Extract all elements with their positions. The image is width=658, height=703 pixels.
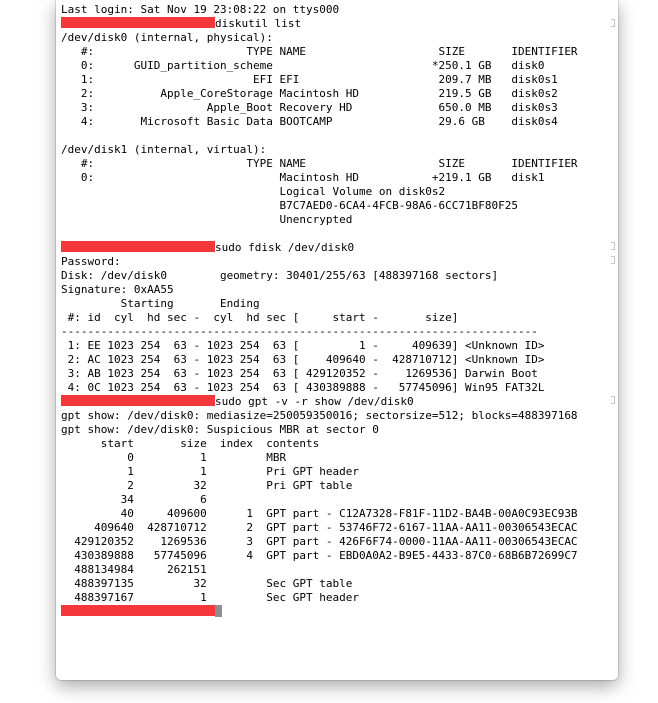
output-text: gpt show: /dev/disk0: mediasize=250059350016; sectorsize=512; blocks=488397168 <box>61 409 578 422</box>
redacted-prompt <box>61 395 215 406</box>
output-text: 2: Apple_CoreStorage Macintosh HD 219.5 GB disk0s2 <box>61 87 558 100</box>
mark-indicator <box>611 19 615 27</box>
text-cursor <box>215 605 222 617</box>
output-text: 2: AC 1023 254 63 - 1023 254 63 [ 409640 - 428710712] <Unknown ID> <box>61 353 545 366</box>
output-text: Logical Volume on disk0s2 <box>61 185 446 198</box>
output-text: 4: 0C 1023 254 63 - 1023 254 63 [ 430389888 - 57745096] Win95 FAT32L <box>61 381 545 394</box>
terminal-window <box>56 0 618 680</box>
prompt-line <box>61 605 613 619</box>
output-line <box>61 521 613 535</box>
output-text: start size index contents <box>61 437 320 450</box>
redacted-prompt <box>61 241 215 252</box>
output-text: Last login: Sat Nov 19 23:08:22 on ttys000 <box>61 3 340 16</box>
output-line <box>61 507 613 521</box>
output-line <box>61 549 613 563</box>
output-line <box>61 227 613 241</box>
output-line <box>61 339 613 353</box>
output-text: 3: Apple_Boot Recovery HD 650.0 MB disk0s3 <box>61 101 558 114</box>
command-text: sudo fdisk /dev/disk0 <box>215 241 355 254</box>
output-text: 488397167 1 Sec GPT header <box>61 591 360 604</box>
output-line <box>61 157 613 171</box>
redacted-prompt <box>61 17 215 28</box>
output-line <box>61 311 613 325</box>
output-line <box>61 325 613 339</box>
output-line <box>61 409 613 423</box>
output-text: /dev/disk0 (internal, physical): <box>61 31 273 44</box>
output-text: Disk: /dev/disk0 geometry: 30401/255/63 [488397168 sectors] <box>61 269 499 282</box>
output-text: 3: AB 1023 254 63 - 1023 254 63 [ 429120352 - 1269536] Darwin Boot <box>61 367 538 380</box>
prompt-line <box>61 241 613 255</box>
output-text: Signature: 0xAA55 <box>61 283 174 296</box>
output-line <box>61 143 613 157</box>
output-line <box>61 591 613 605</box>
output-text: #: TYPE NAME SIZE IDENTIFIER <box>61 45 578 58</box>
output-text: #: TYPE NAME SIZE IDENTIFIER <box>61 157 578 170</box>
output-text: 40 409600 1 GPT part - C12A7328-F81F-11D2-BA4B-00A0C93EC93B <box>61 507 578 520</box>
output-line <box>61 115 613 129</box>
output-text: 0: GUID_partition_scheme *250.1 GB disk0 <box>61 59 545 72</box>
output-line <box>61 199 613 213</box>
output-line <box>61 31 613 45</box>
output-text: B7C7AED0-6CA4-4FCB-98A6-6CC71BF80F25 <box>61 199 518 212</box>
output-text: 1 1 Pri GPT header <box>61 465 360 478</box>
output-line <box>61 171 613 185</box>
terminal-output[interactable] <box>61 3 613 623</box>
output-line <box>61 451 613 465</box>
output-line <box>61 367 613 381</box>
output-text: 1: EE 1023 254 63 - 1023 254 63 [ 1 - 409639] <Unknown ID> <box>61 339 545 352</box>
output-text: #: id cyl hd sec - cyl hd sec [ start - size] <box>61 311 459 324</box>
command-text: sudo gpt -v -r show /dev/disk0 <box>215 395 414 408</box>
output-text: 409640 428710712 2 GPT part - 53746F72-6167-11AA-AA11-00306543ECAC <box>61 521 578 534</box>
prompt-line <box>61 395 613 409</box>
output-line <box>61 87 613 101</box>
output-line <box>61 255 613 269</box>
output-text: 429120352 1269536 3 GPT part - 426F6F74-0000-11AA-AA11-00306543ECAC <box>61 535 578 548</box>
output-line <box>61 563 613 577</box>
output-text: 34 6 <box>61 493 207 506</box>
output-line <box>61 59 613 73</box>
output-line <box>61 129 613 143</box>
output-text: 0: Macintosh HD +219.1 GB disk1 <box>61 171 545 184</box>
output-line <box>61 381 613 395</box>
output-text: 488134984 262151 <box>61 563 207 576</box>
output-line <box>61 213 613 227</box>
output-text: ------------------------------------------------------------------------ <box>61 325 538 338</box>
output-line <box>61 437 613 451</box>
output-line <box>61 493 613 507</box>
output-text: /dev/disk1 (internal, virtual): <box>61 143 267 156</box>
output-line <box>61 283 613 297</box>
output-text: gpt show: /dev/disk0: Suspicious MBR at sector 0 <box>61 423 379 436</box>
output-text: 4: Microsoft Basic Data BOOTCAMP 29.6 GB disk0s4 <box>61 115 558 128</box>
output-line <box>61 3 613 17</box>
output-line <box>61 479 613 493</box>
output-line <box>61 73 613 87</box>
output-line <box>61 45 613 59</box>
output-text: 2 32 Pri GPT table <box>61 479 353 492</box>
mark-indicator <box>611 242 615 250</box>
command-text: diskutil list <box>215 17 302 30</box>
output-line <box>61 423 613 437</box>
output-line <box>61 297 613 311</box>
output-text: 430389888 57745096 4 GPT part - EBD0A0A2-B9E5-4433-87C0-68B6B72699C7 <box>61 549 578 562</box>
output-line <box>61 101 613 115</box>
mark-indicator <box>611 256 615 264</box>
output-text: Starting Ending <box>61 297 260 310</box>
output-line <box>61 185 613 199</box>
redacted-prompt <box>61 605 215 616</box>
output-line <box>61 353 613 367</box>
output-line <box>61 269 613 283</box>
output-line <box>61 577 613 591</box>
prompt-line <box>61 17 613 31</box>
output-text: 0 1 MBR <box>61 451 287 464</box>
mark-indicator <box>611 396 615 404</box>
output-text: 1: EFI EFI 209.7 MB disk0s1 <box>61 73 558 86</box>
output-text: Unencrypted <box>61 213 353 226</box>
output-line <box>61 535 613 549</box>
output-text: 488397135 32 Sec GPT table <box>61 577 353 590</box>
output-line <box>61 465 613 479</box>
output-text: Password: <box>61 255 121 268</box>
